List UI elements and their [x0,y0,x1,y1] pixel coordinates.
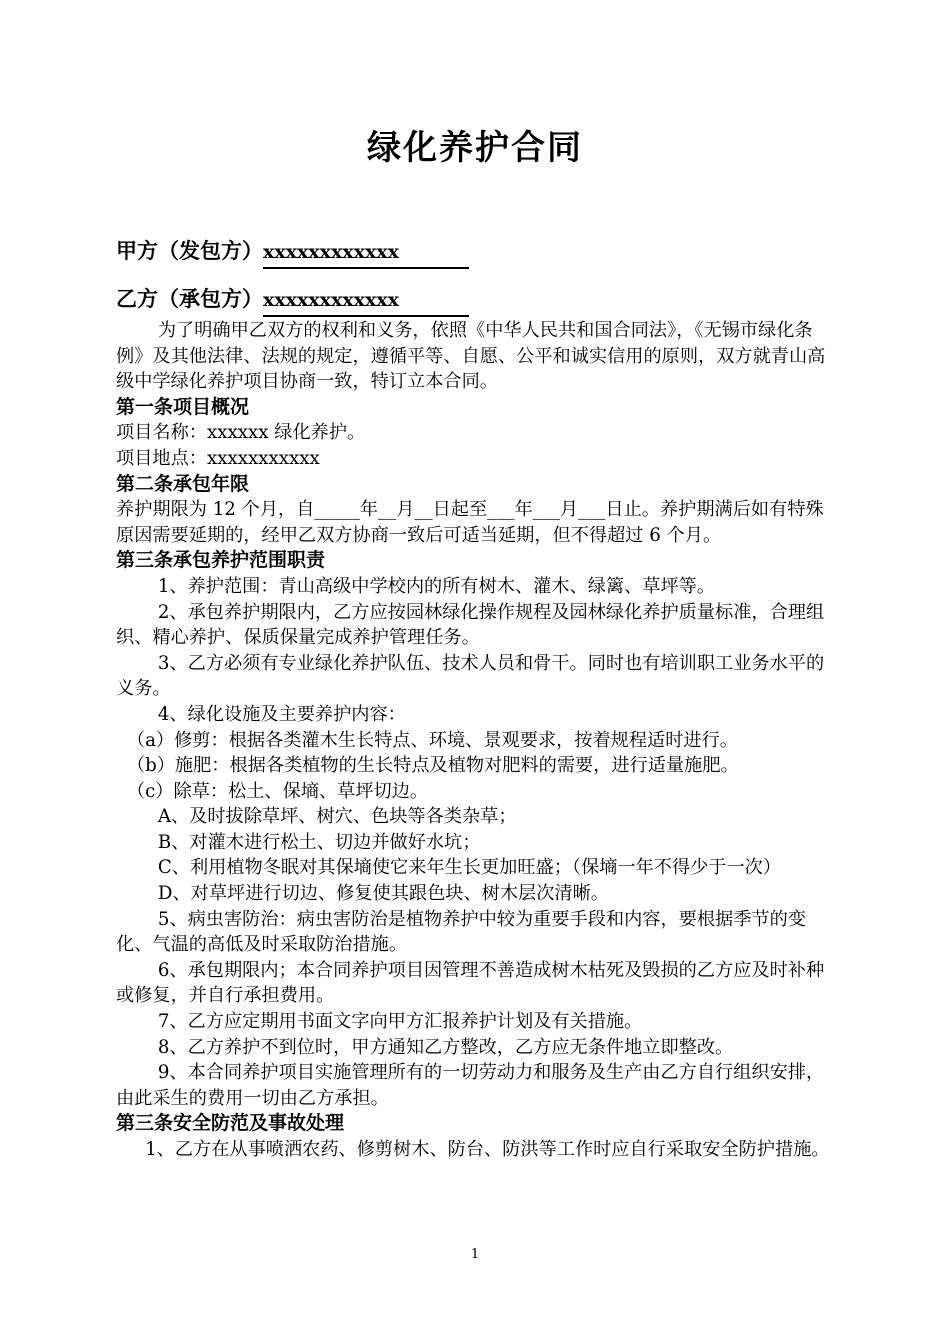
party-b-label: 乙方（承包方） [116,287,263,311]
s3-item: （c）除草：松土、保墒、草坪切边。 [126,780,429,802]
party-a-value: xxxxxxxxxxxx [263,237,469,269]
term-paragraph: 养护期限为 12 个月，自_____年__月__日起至___年___月___日止。养护期满后如有特殊原因需要延期的，经甲乙双方协商一致后可适当延期，但不得超过 6 个月。 [116,499,824,546]
party-a-line [116,236,469,269]
s3-item: B、对灌木进行松土、切边并做好水坑； [157,831,481,853]
party-a-label: 甲方（发包方） [116,239,263,263]
s3-item: 9、本合同养护项目实施管理所有的一切劳动力和服务及生产由乙方自行组织安排，由此采生的费用一切由乙方承担。 [116,1062,825,1109]
s3-item: 4、绿化设施及主要养护内容： [157,703,406,725]
document-title: 绿化养护合同 [367,128,583,168]
project-location: 项目地点：xxxxxxxxxxx [116,447,320,469]
s4-item: 1、乙方在从事喷洒农药、修剪树木、防台、防洪等工作时应自行采取安全防护措施。 [145,1139,830,1160]
s3-item: 3、乙方必须有专业绿化养护队伍、技术人员和骨干。同时也有培训职工业务水平的义务。 [116,652,825,700]
s3-item: 7、乙方应定期用书面文字向甲方汇报养护计划及有关措施。 [157,1011,643,1033]
s3-item: 5、病虫害防治：病虫害防治是植物养护中较为重要手段和内容，要根据季节的变化、气温的高低及时采取防治措施。 [116,908,806,956]
intro-paragraph: 为了明确甲乙双方的权利和义务，依照《中华人民共和国合同法》，《无锡市绿化条例》及其他法律、法规的规定，遵循平等、自愿、公平和诚实信用的原则，双方就青山高级中学绿化养护项目协商一致，特订立本合同。 [116,320,826,393]
project-name: 项目名称：xxxxxx 绿化养护。 [116,422,366,444]
s3-item: 1、养护范围：青山高级中学校内的所有树木、灌木、绿篱、草坪等。 [157,575,716,597]
s3-item: D、对草坪进行切边、修复使其跟色块、树木层次清晰。 [157,883,609,905]
s3-item: 2、承包养护期限内，乙方应按园林绿化操作规程及园林绿化养护质量标准，合理组织、精心养护、保质保量完成养护管理任务。 [116,601,825,649]
s3-item: A、及时拔除草坪、树穴、色块等各类杂草； [157,806,517,828]
s3-item: （a）修剪：根据各类灌木生长特点、环境、景观要求，按着规程适时进行。 [126,729,738,751]
s3-item: 6、承包期限内；本合同养护项目因管理不善造成树木枯死及毁损的乙方应及时补种或修复，并自行承担费用。 [116,959,825,1007]
section-4-heading: 第三条安全防范及事故处理 [116,1112,345,1135]
section-3-heading: 第三条承包养护范围职责 [116,549,326,572]
page-number: 1 [470,1247,480,1262]
s3-item: （b）施肥：根据各类植物的生长特点及植物对肥料的需要，进行适量施肥。 [126,755,739,777]
section-2-heading: 第二条承包年限 [116,472,250,495]
contract-body [116,318,836,1163]
party-b-value: xxxxxxxxxxxx [263,285,469,317]
s3-item: C、利用植物冬眠对其保墒使它来年生长更加旺盛；（保墒一年不得少于一次） [157,857,782,879]
party-b-line [116,284,469,317]
section-1-heading: 第一条项目概况 [116,395,250,418]
s3-item: 8、乙方养护不到位时，甲方通知乙方整改，乙方应无条件地立即整改。 [157,1036,734,1058]
